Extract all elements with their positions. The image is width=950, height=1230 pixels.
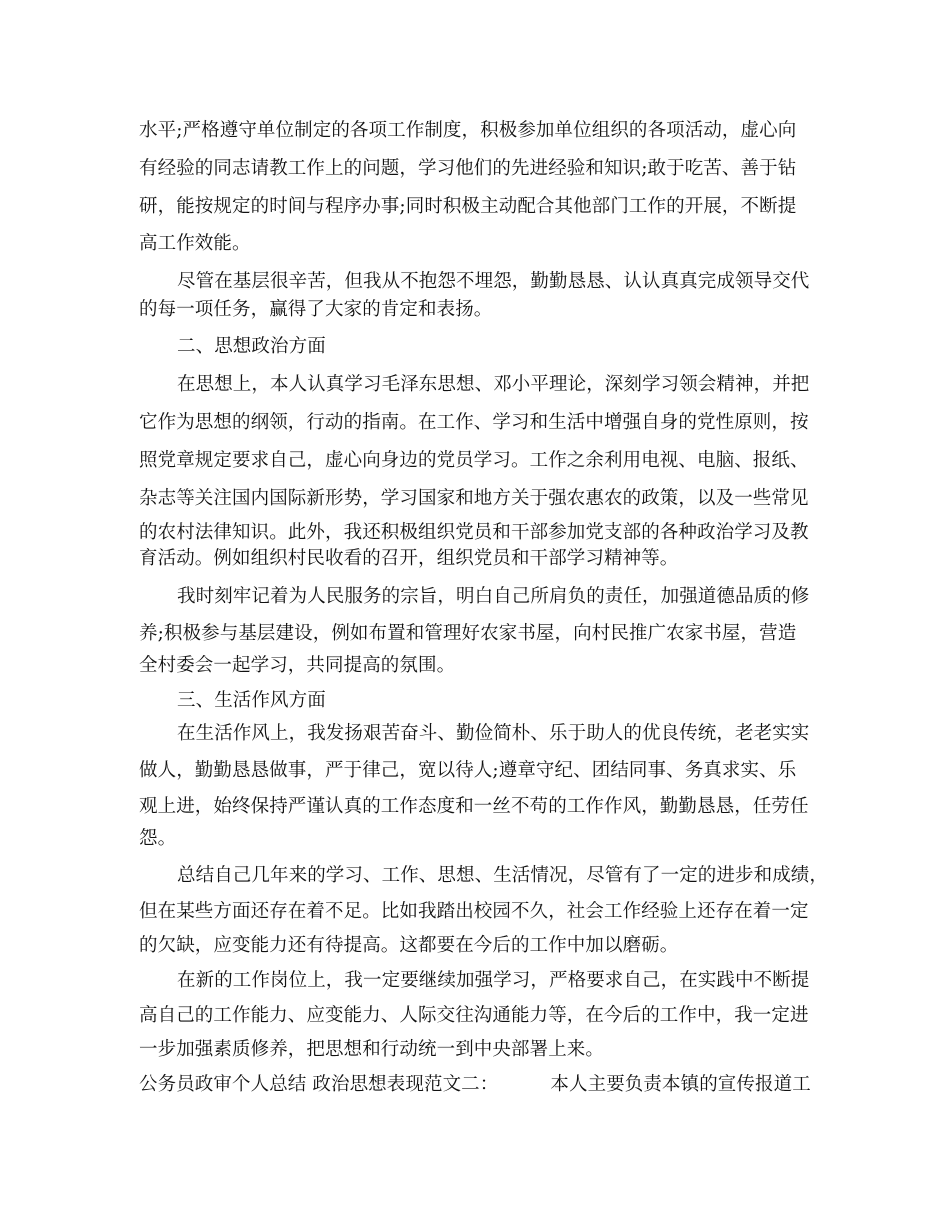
- text-line: 的欠缺，应变能力还有待提高。这都要在今后的工作中加以磨砺。: [139, 935, 679, 956]
- text-line: 照党章规定要求自己，虚心向身边的党员学习。工作之余利用电视、电脑、报纸、: [139, 450, 809, 471]
- text-line: 有经验的同志请教工作上的问题，学习他们的先进经验和知识;敢于吃苦、善于钻: [139, 158, 797, 179]
- text-line: 做人，勤勤恳恳做事，严于律己，宽以待人;遵章守纪、团结同事、务真求实、乐: [139, 760, 797, 781]
- text-line: 杂志等关注国内国际新形势，学习国家和地方关于强农惠农的政策，以及一些常见: [139, 488, 809, 509]
- text-line: 在新的工作岗位上，我一定要继续加强学习，严格要求自己，在实践中不断提: [177, 970, 810, 991]
- footer-continuation: 本人主要负责本镇的宣传报道工: [550, 1074, 811, 1095]
- text-line: 观上进，始终保持严谨认真的工作态度和一丝不苟的工作作风，勤勤恳恳，任劳任: [139, 796, 809, 817]
- text-line: 全村委会一起学习，共同提高的氛围。: [139, 655, 456, 676]
- text-line: 研，能按规定的时间与程序办事;同时积极主动配合其他部门工作的开展，不断提: [139, 196, 797, 217]
- footer-line: [139, 1071, 811, 1099]
- section-heading: 二、思想政治方面: [177, 336, 326, 357]
- text-line: 总结自己几年来的学习、工作、思想、生活情况，尽管有了一定的进步和成绩，: [177, 865, 829, 886]
- footer-title: 公务员政审个人总结 政治思想表现范文二：: [139, 1074, 499, 1095]
- text-line: 一步加强素质修养，把思想和行动统一到中央部署上来。: [139, 1039, 605, 1060]
- text-line: 我时刻牢记着为人民服务的宗旨，明白自己所肩负的责任，加强道德品质的修: [177, 586, 810, 607]
- text-line: 水平;严格遵守单位制定的各项工作制度，积极参加单位组织的各项活动，虚心向: [139, 120, 797, 141]
- text-line: 的农村法律知识。此外，我还积极组织党员和干部参加党支部的各种政治学习及教: [139, 522, 809, 543]
- text-line: 尽管在基层很辛苦，但我从不抱怨不埋怨，勤勤恳恳、认认真真完成领导交代: [177, 271, 810, 292]
- text-line: 在思想上，本人认真学习毛泽东思想、邓小平理论，深刻学习领会精神，并把: [177, 374, 810, 395]
- text-line: 在生活作风上，我发扬艰苦奋斗、勤俭简朴、乐于助人的优良传统，老老实实: [177, 723, 810, 744]
- text-line: 但在某些方面还存在着不足。比如我踏出校园不久，社会工作经验上还存在着一定: [139, 901, 809, 922]
- text-line: 怨。: [139, 828, 177, 849]
- text-line: 育活动。例如组织村民收看的召开，组织党员和干部学习精神等。: [139, 548, 679, 569]
- text-line: 它作为思想的纲领，行动的指南。在工作、学习和生活中增强自身的党性原则，按: [139, 412, 809, 433]
- text-line: 的每一项任务，赢得了大家的肯定和表扬。: [139, 299, 493, 320]
- text-line: 养;积极参与基层建设，例如布置和管理好农家书屋，向村民推广农家书屋，营造: [139, 623, 797, 644]
- section-heading: 三、生活作风方面: [177, 690, 326, 711]
- text-line: 高自己的工作能力、应变能力、人际交往沟通能力等，在今后的工作中，我一定进: [139, 1005, 809, 1026]
- text-line: 高工作效能。: [139, 233, 251, 254]
